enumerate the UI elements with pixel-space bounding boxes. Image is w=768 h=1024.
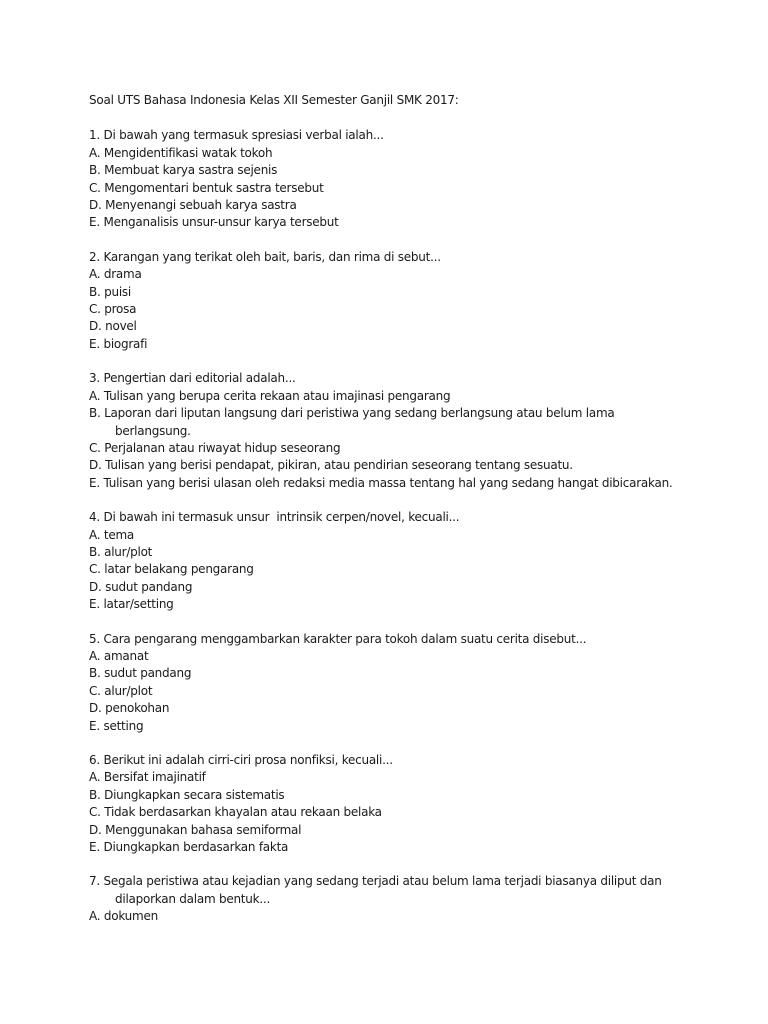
option-b-text: B. Laporan dari liputan langsung dari peristiwa yang sedang berlangsung atau belum lama xyxy=(89,406,615,421)
option-e: E. Menganalisis unsur-unsur karya tersebut xyxy=(89,215,339,230)
question-4 xyxy=(89,509,749,613)
question-7 xyxy=(89,873,749,925)
option-a: A. drama xyxy=(89,267,142,282)
option-c: C. Tidak berdasarkan khayalan atau rekaan belaka xyxy=(89,805,382,820)
option-e: E. Tulisan yang berisi ulasan oleh redaksi media massa tentang hal yang sedang hangat dibicarakan. xyxy=(89,475,673,490)
option-b xyxy=(89,405,749,440)
question-5 xyxy=(89,631,749,735)
option-b: B. puisi xyxy=(89,284,132,299)
document-page xyxy=(89,92,749,943)
option-d: D. novel xyxy=(89,319,137,334)
option-c: C. alur/plot xyxy=(89,683,153,698)
option-b: B. alur/plot xyxy=(89,544,153,559)
question-text: 5. Cara pengarang menggambarkan karakter para tokoh dalam suatu cerita disebut... xyxy=(89,631,587,646)
question-text: 4. Di bawah ini termasuk unsur intrinsik cerpen/novel, kecuali... xyxy=(89,510,460,525)
question-text: 6. Berikut ini adalah cirri-ciri prosa nonfiksi, kecuali... xyxy=(89,753,393,767)
option-e: E. latar/setting xyxy=(89,597,174,612)
option-e: E. Diungkapkan berdasarkan fakta xyxy=(89,840,289,855)
option-d: D. Tulisan yang berisi pendapat, pikiran, atau pendirian seseorang tentang sesuatu. xyxy=(89,458,573,473)
option-b-continuation: berlangsung. xyxy=(115,423,191,438)
option-a: A. Bersifat imajinatif xyxy=(89,770,206,785)
question-text-line: 7. Segala peristiwa atau kejadian yang sedang terjadi atau belum lama terjadi biasanya diliput dan xyxy=(89,874,662,889)
document-title: Soal UTS Bahasa Indonesia Kelas XII Semester Ganjil SMK 2017: xyxy=(89,93,459,107)
option-d: D. penokohan xyxy=(89,701,170,716)
option-a: A. Mengidentifikasi watak tokoh xyxy=(89,145,273,160)
question-text: 1. Di bawah yang termasuk spresiasi verbal ialah... xyxy=(89,128,384,143)
question-2 xyxy=(89,249,749,353)
question-3 xyxy=(89,370,749,492)
option-c: C. latar belakang pengarang xyxy=(89,562,254,577)
question-6 xyxy=(89,752,749,856)
option-d: D. Menyenangi sebuah karya sastra xyxy=(89,198,297,213)
question-text: 3. Pengertian dari editorial adalah... xyxy=(89,371,296,386)
option-a: A. dokumen xyxy=(89,909,158,924)
option-d: D. Menggunakan bahasa semiformal xyxy=(89,822,302,837)
option-b: B. Diungkapkan secara sistematis xyxy=(89,787,285,802)
option-e: E. setting xyxy=(89,718,144,733)
option-c: C. Perjalanan atau riwayat hidup seseorang xyxy=(89,440,341,455)
option-c: C. prosa xyxy=(89,302,137,317)
question-1 xyxy=(89,127,749,231)
option-b: B. Membuat karya sastra sejenis xyxy=(89,163,278,178)
option-a: A. tema xyxy=(89,527,135,542)
option-c: C. Mengomentari bentuk sastra tersebut xyxy=(89,180,324,195)
question-text-continuation: dilaporkan dalam bentuk... xyxy=(115,891,271,906)
option-b: B. sudut pandang xyxy=(89,666,192,681)
question-text: 2. Karangan yang terikat oleh bait, baris, dan rima di sebut... xyxy=(89,249,441,264)
option-e: E. biografi xyxy=(89,336,148,351)
option-d: D. sudut pandang xyxy=(89,579,193,594)
question-text xyxy=(89,873,749,908)
option-a: A. amanat xyxy=(89,648,149,663)
option-a: A. Tulisan yang berupa cerita rekaan atau imajinasi pengarang xyxy=(89,388,451,403)
